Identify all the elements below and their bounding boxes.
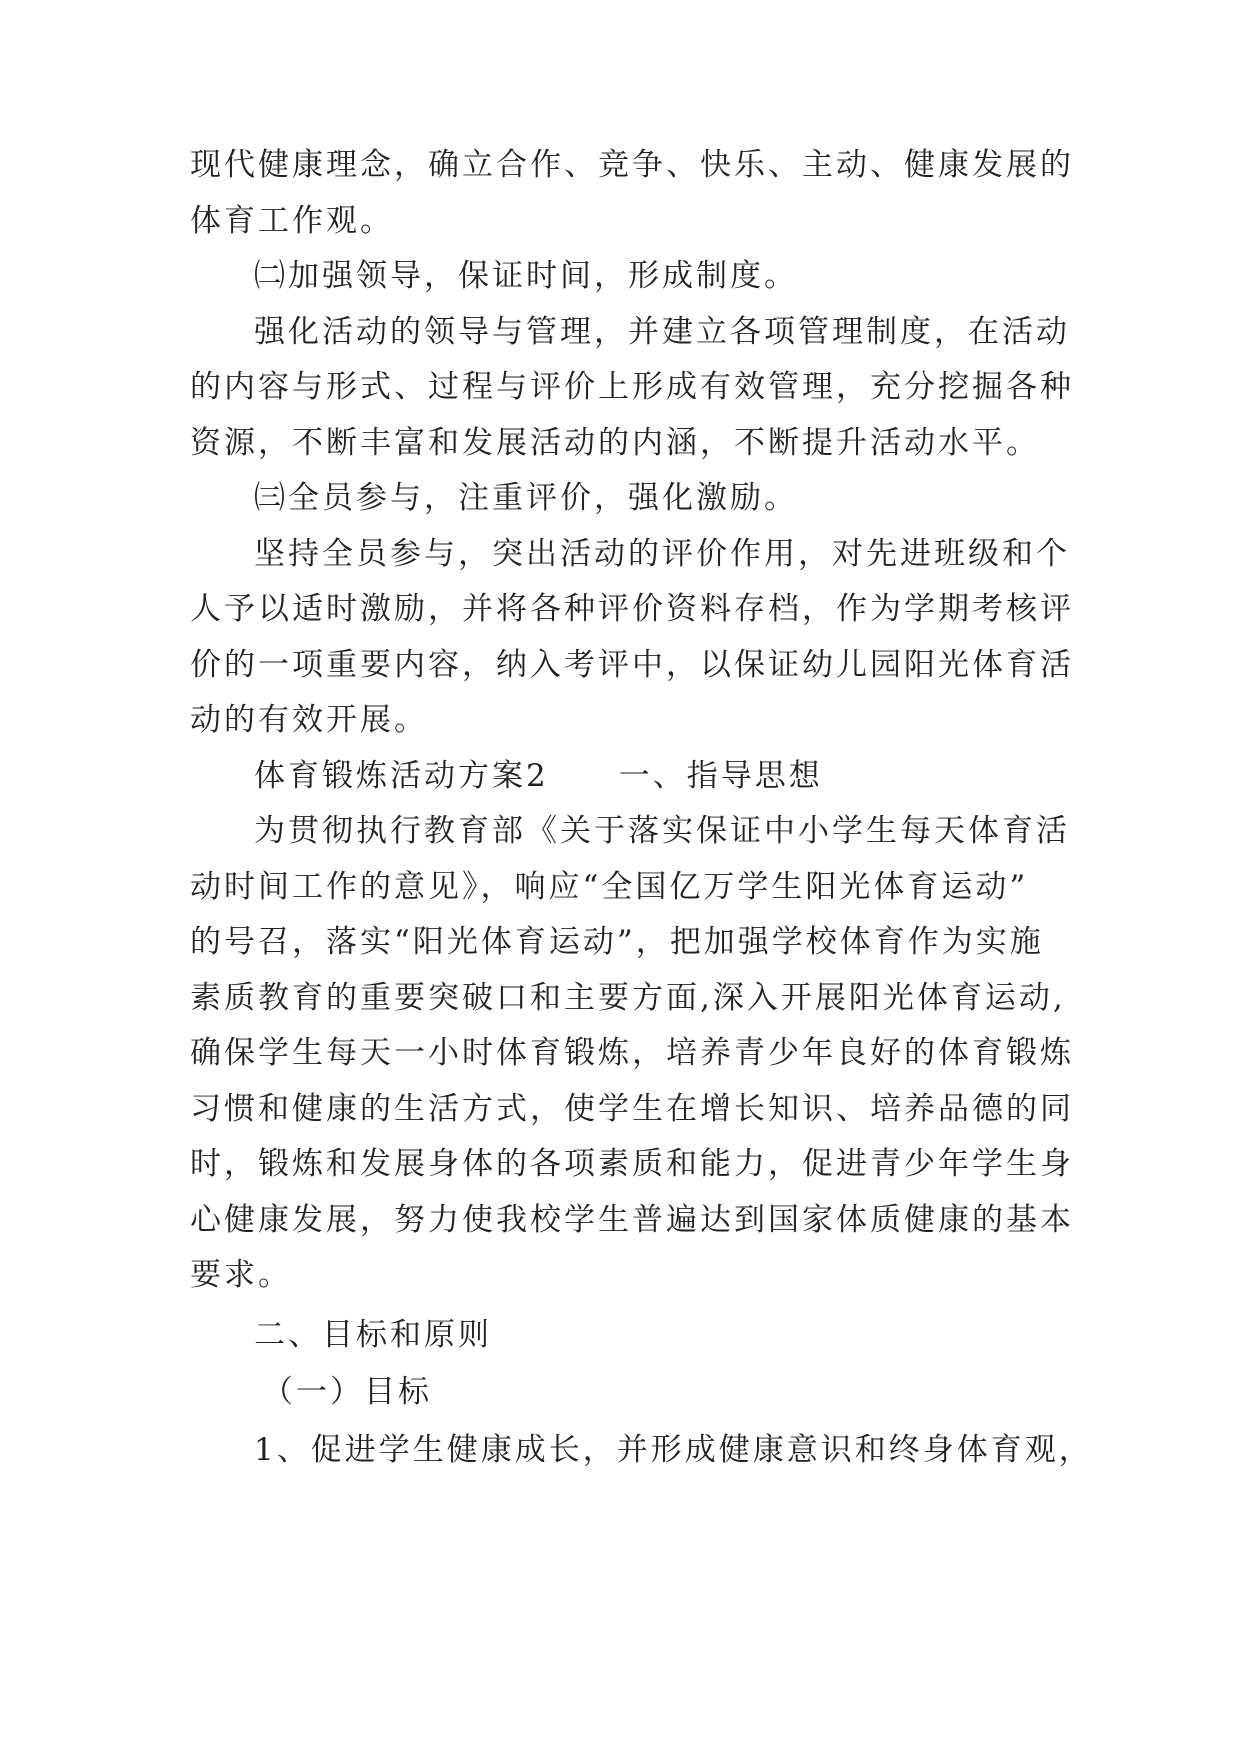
text-line: 强化活动的领导与管理，并建立各项管理制度，在活动 [254,314,1070,350]
text-line: 人予以适时激励，并将各种评价资料存档，作为学期考核评 [190,591,1074,627]
section-heading: ㈢全员参与，注重评价，强化激励。 [254,480,798,516]
text-line: 为贯彻执行教育部《关于落实保证中小学生每天体育活 [254,813,1070,849]
section-heading: 一、指导思想 [618,758,823,794]
text-line: 确保学生每天一小时体育锻炼，培养青少年良好的体育锻炼 [190,1035,1074,1071]
text-line: 体育工作观。 [190,203,394,239]
section-heading: 二、目标和原则 [254,1317,492,1353]
text-line: 坚持全员参与，突出活动的评价作用，对先进班级和个 [254,536,1070,572]
text-line: 的内容与形式、过程与评价上形成有效管理，充分挖掘各种 [190,369,1074,405]
text-line: 动时间工作的意见》，响应“全国亿万学生阳光体育运动” [190,869,1029,905]
document-title: 体育锻炼活动方案2 [254,758,549,794]
text-line: 心健康发展，努力使我校学生普遍达到国家体质健康的基本 [190,1202,1074,1238]
text-line: 资源，不断丰富和发展活动的内涵，不断提升活动水平。 [190,425,1040,461]
text-line: 价的一项重要内容，纳入考评中，以保证幼儿园阳光体育活 [190,647,1074,683]
text-line: 时，锻炼和发展身体的各项素质和能力，促进青少年学生身 [190,1146,1074,1182]
text-line: 动的有效开展。 [190,702,428,738]
text-line: 1、促进学生健康成长，并形成健康意识和终身体育观， [254,1432,1093,1468]
title-line [254,746,1070,806]
text-line: 素质教育的重要突破口和主要方面,深入开展阳光体育运动, [190,980,1066,1016]
text-line: 的号召，落实“阳光体育运动”，把加强学校体育作为实施 [190,924,1044,960]
text-line: 要求。 [190,1257,292,1293]
section-heading: ㈡加强领导，保证时间，形成制度。 [254,258,798,294]
text-line: 现代健康理念，确立合作、竞争、快乐、主动、健康发展的 [190,147,1074,183]
text-line: 习惯和健康的生活方式，使学生在增长知识、培养品德的同 [190,1091,1074,1127]
subsection-heading: （一）目标 [262,1374,432,1410]
